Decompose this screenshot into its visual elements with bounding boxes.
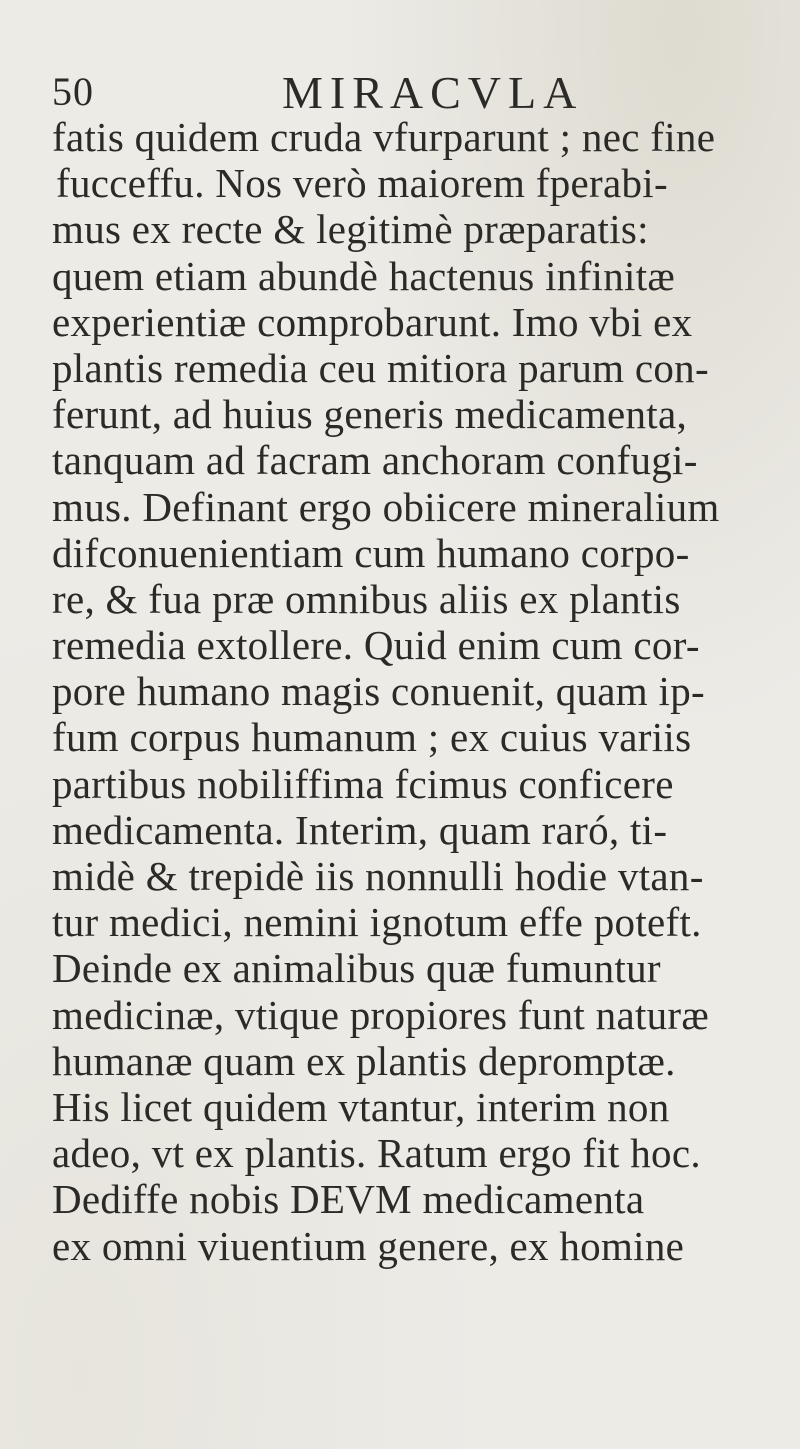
text-line: Deinde ex animalibus quæ fumuntur: [52, 945, 661, 992]
page-number: 50: [52, 69, 94, 114]
text-line: pore humano magis conuenit, quam ip-: [52, 668, 705, 715]
text-line: humanæ quam ex plantis depromptæ.: [52, 1037, 676, 1084]
text-line: fucceffu. Nos verò maiorem fperabi-: [56, 160, 668, 207]
text-line: mus. Definant ergo obiicere mineralium: [52, 483, 720, 530]
text-line: plantis remedia ceu mitiora parum con-: [52, 344, 709, 391]
text-line: quem etiam abundè hactenus infinitæ: [52, 252, 676, 299]
text-line: ferunt, ad huius generis medicamenta,: [52, 391, 687, 438]
text-line: adeo, vt ex plantis. Ratum ergo fit hoc.: [52, 1130, 701, 1177]
text-line: tanquam ad facram anchoram confugi-: [52, 437, 698, 484]
text-line: mus ex recte & legitimè præparatis:: [52, 206, 649, 253]
text-line: remedia extollere. Quid enim cum cor-: [52, 622, 700, 669]
text-line: ex omni viuentium genere, ex homine: [52, 1222, 685, 1269]
text-line: experientiæ comprobarunt. Imo vbi ex: [52, 298, 693, 345]
text-line: fum corpus humanum ; ex cuius variis: [52, 714, 692, 761]
text-line: difconuenientiam cum humano corpo-: [52, 529, 690, 576]
running-title: MIRACVLA: [282, 67, 584, 118]
text-line: medicinæ, vtique propiores funt naturæ: [52, 991, 710, 1038]
text-line: Dediffe nobis DEVM medicamenta: [52, 1176, 645, 1223]
page-header: [52, 60, 752, 120]
text-line: midè & trepidè iis nonnulli hodie vtan-: [52, 853, 704, 899]
text-line: His licet quidem vtantur, interim non: [52, 1083, 670, 1130]
text-line: re, & fua præ omnibus aliis ex plantis: [52, 575, 681, 622]
text-line: medicamenta. Interim, quam raró, ti-: [52, 806, 668, 853]
text-line: partibus nobiliffima fcimus conficere: [52, 760, 674, 807]
body-text: [52, 114, 792, 1269]
text-line: fatis quidem cruda vfurparunt ; nec fine: [52, 114, 716, 160]
text-line: tur medici, nemini ignotum effe poteft.: [52, 899, 702, 946]
